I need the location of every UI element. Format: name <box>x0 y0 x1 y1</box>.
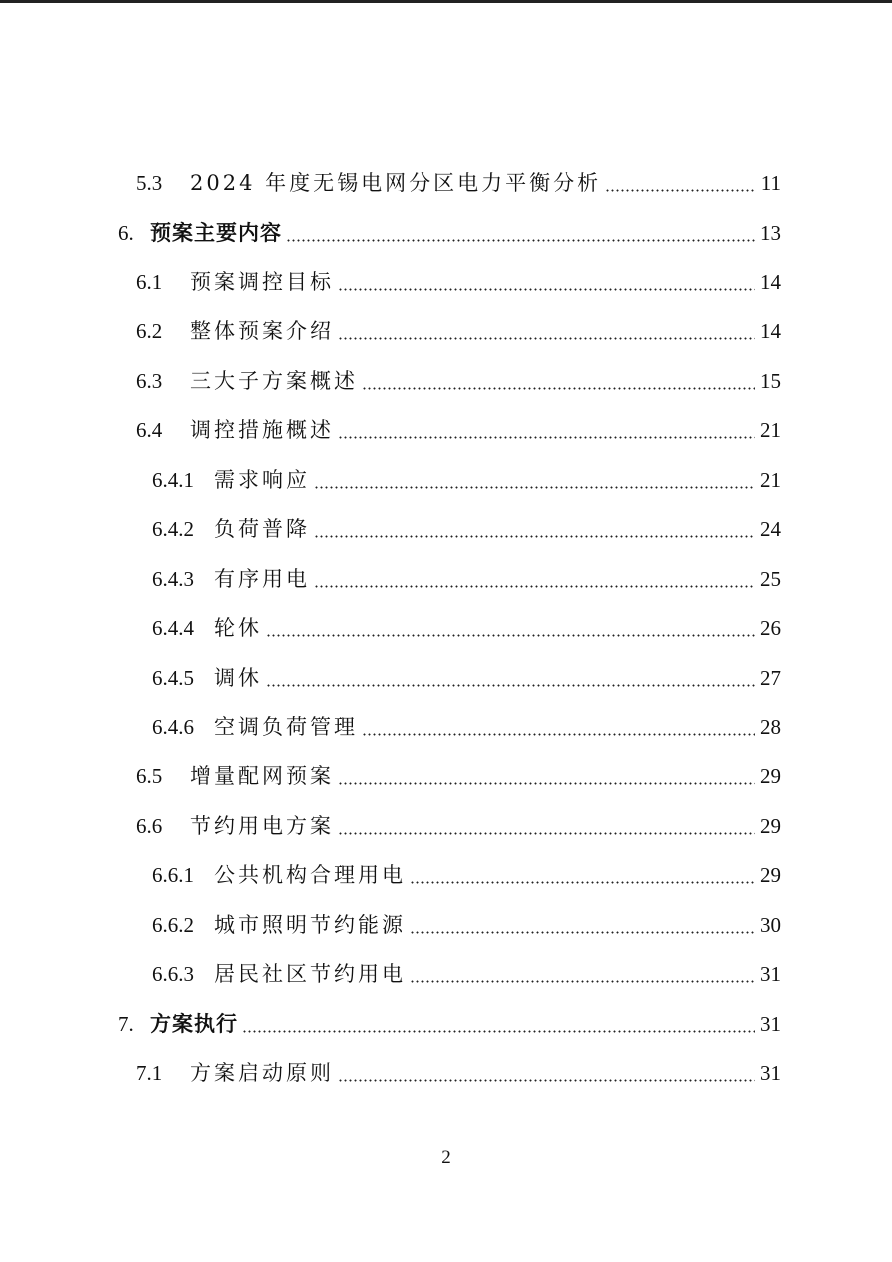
toc-entry-title: 负荷普降 <box>214 517 310 541</box>
toc-entry-number: 6.4.6 <box>152 715 194 739</box>
toc-entry-7[interactable] <box>118 999 781 1049</box>
toc-entry-title: 城市照明节约能源 <box>214 913 406 937</box>
toc-entry-6-4-3[interactable] <box>152 554 781 604</box>
toc-entry-6-6-2[interactable] <box>152 900 781 950</box>
dot-leader <box>338 288 755 291</box>
toc-entry-6-6-3[interactable] <box>152 949 781 999</box>
page-number: 2 <box>441 1147 451 1168</box>
dot-leader <box>362 387 755 390</box>
toc-entry-number: 6.6.1 <box>152 863 194 887</box>
dot-leader <box>314 585 755 588</box>
dot-leader <box>410 931 755 934</box>
toc-entry-page: 30 <box>760 913 781 937</box>
toc-entry-page: 21 <box>760 468 781 492</box>
toc-entry-6-2[interactable] <box>136 306 781 356</box>
toc-entry-page: 13 <box>760 221 781 245</box>
toc-entry-title: 2024 年度无锡电网分区电力平衡分析 <box>190 171 602 195</box>
toc-entry-number: 7. <box>118 1012 134 1036</box>
toc-entry-title: 预案调控目标 <box>190 270 334 294</box>
toc-entry-number: 6.4.2 <box>152 517 194 541</box>
dot-leader <box>242 1030 755 1033</box>
toc-entry-title: 需求响应 <box>214 468 310 492</box>
toc-entry-page: 29 <box>760 863 781 887</box>
dot-leader <box>314 535 755 538</box>
dot-leader <box>338 832 755 835</box>
toc-entry-page: 29 <box>760 814 781 838</box>
page-top-border <box>0 0 892 3</box>
toc-entry-page: 14 <box>760 270 781 294</box>
toc-entry-number: 6.1 <box>136 270 163 294</box>
toc-entry-number: 6.4 <box>136 418 163 442</box>
toc-entry-number: 6.6 <box>136 814 163 838</box>
toc-entry-title: 增量配网预案 <box>190 764 334 788</box>
dot-leader <box>266 684 755 687</box>
toc-entry-number: 6.3 <box>136 369 163 393</box>
toc-entry-page: 15 <box>760 369 781 393</box>
dot-leader <box>338 337 755 340</box>
toc-entry-6-3[interactable] <box>136 356 781 406</box>
toc-entry-number: 6.4.3 <box>152 567 194 591</box>
dot-leader <box>410 881 755 884</box>
toc-entry-title: 方案启动原则 <box>190 1061 334 1085</box>
toc-entry-7-1[interactable] <box>136 1048 781 1098</box>
toc-entry-6-4-6[interactable] <box>152 702 781 752</box>
toc-entry-page: 14 <box>760 319 781 343</box>
toc-entry-page: 24 <box>760 517 781 541</box>
toc-entry-number: 5.3 <box>136 171 163 195</box>
toc-entry-page: 26 <box>760 616 781 640</box>
toc-entry-page: 11 <box>760 171 781 195</box>
toc-entry-number: 6.5 <box>136 764 163 788</box>
toc-entry-title: 居民社区节约用电 <box>214 962 406 986</box>
dot-leader <box>410 980 755 983</box>
dot-leader <box>338 436 755 439</box>
toc-entry-title: 三大子方案概述 <box>190 369 358 393</box>
toc-entry-6-4-1[interactable] <box>152 455 781 505</box>
dot-leader <box>605 189 755 192</box>
toc-entry-5-3[interactable] <box>136 158 781 208</box>
toc-entry-title: 节约用电方案 <box>190 814 334 838</box>
toc-entry-number: 6.6.3 <box>152 962 194 986</box>
toc-entry-number: 6.6.2 <box>152 913 194 937</box>
toc-entry-title: 调控措施概述 <box>190 418 334 442</box>
dot-leader <box>338 782 755 785</box>
toc-entry-title: 轮休 <box>214 616 262 640</box>
toc-entry-title: 有序用电 <box>214 567 310 591</box>
toc-entry-6-4-2[interactable] <box>152 504 781 554</box>
toc-entry-title: 整体预案介绍 <box>190 319 334 343</box>
toc-entry-title: 空调负荷管理 <box>214 715 358 739</box>
toc-entry-page: 29 <box>760 764 781 788</box>
toc-entry-6[interactable] <box>118 208 781 258</box>
toc-entry-6-6-1[interactable] <box>152 850 781 900</box>
dot-leader <box>286 239 755 242</box>
dot-leader <box>314 486 755 489</box>
toc-entry-title: 方案执行 <box>150 1011 238 1036</box>
toc-entry-number: 6.2 <box>136 319 163 343</box>
toc-entry-number: 6.4.1 <box>152 468 194 492</box>
dot-leader <box>362 733 755 736</box>
toc-entry-page: 31 <box>760 1012 781 1036</box>
toc-entry-6-1[interactable] <box>136 257 781 307</box>
toc-entry-6-4-5[interactable] <box>152 653 781 703</box>
toc-entry-number: 7.1 <box>136 1061 163 1085</box>
toc-entry-number: 6. <box>118 221 134 245</box>
toc-entry-page: 25 <box>760 567 781 591</box>
toc-entry-6-5[interactable] <box>136 751 781 801</box>
toc-entry-page: 31 <box>760 1061 781 1085</box>
toc-entry-number: 6.4.5 <box>152 666 194 690</box>
toc-entry-6-4[interactable] <box>136 405 781 455</box>
toc-entry-number: 6.4.4 <box>152 616 194 640</box>
toc-entry-title: 公共机构合理用电 <box>214 863 406 887</box>
toc-entry-title: 预案主要内容 <box>150 220 282 245</box>
toc-entry-6-6[interactable] <box>136 801 781 851</box>
toc-entry-page: 31 <box>760 962 781 986</box>
toc-entry-page: 21 <box>760 418 781 442</box>
toc-entry-title: 调休 <box>214 666 262 690</box>
dot-leader <box>266 634 755 637</box>
toc-entry-page: 28 <box>760 715 781 739</box>
toc-entry-page: 27 <box>760 666 781 690</box>
dot-leader <box>338 1079 755 1082</box>
toc-entry-6-4-4[interactable] <box>152 603 781 653</box>
